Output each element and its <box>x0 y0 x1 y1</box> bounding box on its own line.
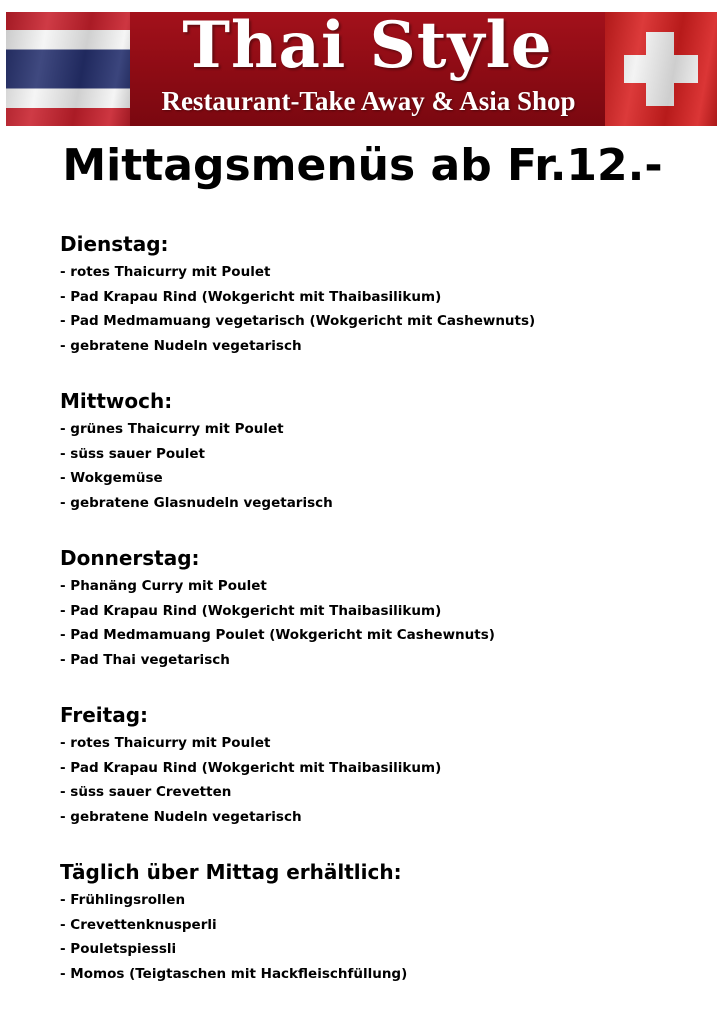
menu-item: - rotes Thaicurry mit Poulet <box>60 735 271 751</box>
switzerland-flag-icon <box>605 12 717 126</box>
menu-section-mittwoch <box>60 385 700 515</box>
menu-item: - gebratene Nudeln vegetarisch <box>60 337 302 354</box>
menu-item: - Pad Krapau Rind (Wokgericht mit Thaibasilikum) <box>60 759 442 776</box>
restaurant-name: Thai Style <box>182 12 553 83</box>
day-heading: Täglich über Mittag erhältlich: <box>60 860 402 884</box>
menu-item: - grünes Thaicurry mit Poulet <box>60 421 284 437</box>
menu-item: - Crevettenknusperli <box>60 916 217 933</box>
menu-item: - süss sauer Poulet <box>60 445 206 462</box>
restaurant-tagline: Restaurant-Take Away & Asia Shop <box>161 86 576 116</box>
menu-section-freitag <box>60 699 700 829</box>
menu-item: - Pad Krapau Rind (Wokgericht mit Thaibasilikum) <box>60 602 442 619</box>
menu-item: - rotes Thaicurry mit Poulet <box>60 264 271 280</box>
menu-item: - Pad Thai vegetarisch <box>60 651 230 668</box>
menu-item: - Pad Medmamuang Poulet (Wokgericht mit Cashewnuts) <box>60 627 495 644</box>
menu-item: - Pad Krapau Rind (Wokgericht mit Thaibasilikum) <box>60 288 442 305</box>
page-title: Mittagsmenüs ab Fr.12.- <box>62 140 663 191</box>
menu-item: - Pad Medmamuang vegetarisch (Wokgericht mit Cashewnuts) <box>60 313 536 330</box>
menu-section-dienstag <box>60 228 700 358</box>
day-heading: Mittwoch: <box>60 389 173 413</box>
thailand-flag-icon <box>6 12 130 126</box>
menu-section-donnerstag <box>60 542 700 672</box>
menu-item: - süss sauer Crevetten <box>60 784 232 801</box>
menu-item: - Frühlingsrollen <box>60 892 186 908</box>
day-heading: Dienstag: <box>60 232 169 256</box>
menu-item: - Pouletspiessli <box>60 941 177 958</box>
day-heading: Donnerstag: <box>60 546 200 570</box>
menu-item: - gebratene Nudeln vegetarisch <box>60 808 302 825</box>
day-heading: Freitag: <box>60 703 149 727</box>
menu-item: - Wokgemüse <box>60 470 163 487</box>
menu-item: - Phanäng Curry mit Poulet <box>60 578 267 594</box>
menu-item: - gebratene Glasnudeln vegetarisch <box>60 494 333 511</box>
header-banner <box>6 12 717 126</box>
menu-section-daily <box>60 856 700 986</box>
menu-item: - Momos (Teigtaschen mit Hackfleischfüllung) <box>60 965 408 982</box>
